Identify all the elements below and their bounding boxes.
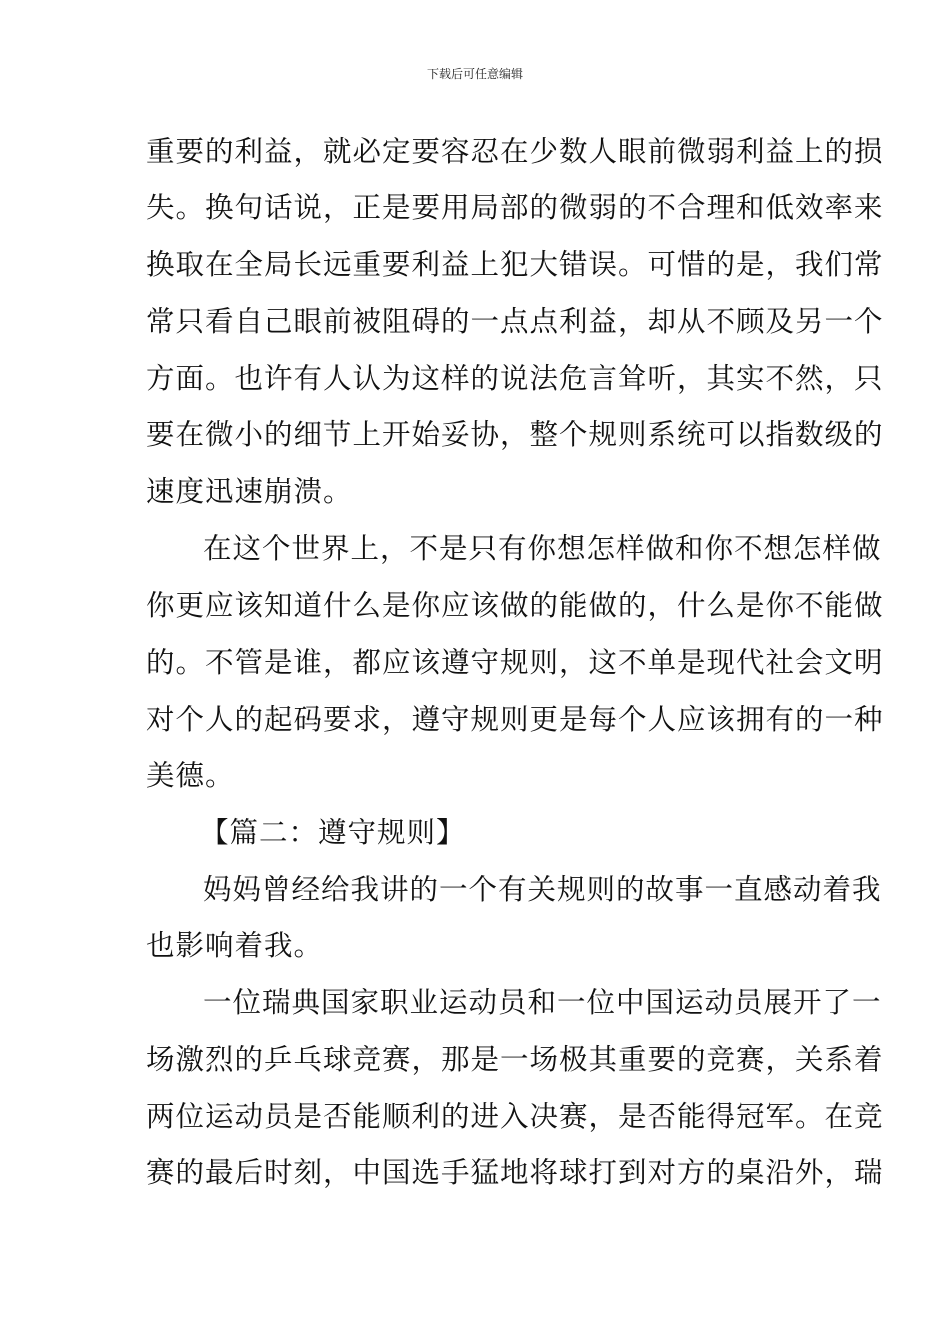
paragraph-line: 你更应该知道什么是你应该做的能做的，什么是你不能做 bbox=[146, 589, 884, 622]
paragraph-line: 要在微小的细节上开始妥协，整个规则系统可以指数级的 bbox=[146, 418, 884, 451]
paragraph-line: 换取在全局长远重要利益上犯大错误。可惜的是，我们常 bbox=[146, 248, 884, 281]
paragraph-line: 重要的利益，就必定要容忍在少数人眼前微弱利益上的损 bbox=[146, 135, 884, 168]
paragraph-line: 对个人的起码要求，遵守规则更是每个人应该拥有的一种 bbox=[146, 703, 884, 736]
page-header: 下载后可任意编辑 bbox=[426, 67, 523, 81]
paragraph-line: 常只看自己眼前被阻碍的一点点利益，却从不顾及另一个 bbox=[146, 305, 884, 338]
section-heading: 【篇二：遵守规则】 bbox=[200, 816, 466, 849]
paragraph-line: 方面。也许有人认为这样的说法危言耸听，其实不然，只 bbox=[146, 362, 884, 395]
paragraph-line: 美德。 bbox=[146, 759, 235, 792]
paragraph-line: 赛的最后时刻，中国选手猛地将球打到对方的桌沿外，瑞 bbox=[146, 1156, 884, 1189]
paragraph-line: 一位瑞典国家职业运动员和一位中国运动员展开了一 bbox=[203, 986, 882, 1019]
paragraph-line: 两位运动员是否能顺利的进入决赛，是否能得冠军。在竞 bbox=[146, 1100, 884, 1133]
paragraph-line: 的。不管是谁，都应该遵守规则，这不单是现代社会文明 bbox=[146, 646, 884, 679]
paragraph-line: 速度迅速崩溃。 bbox=[146, 475, 353, 508]
paragraph-line: 失。换句话说，正是要用局部的微弱的不合理和低效率来 bbox=[146, 191, 884, 224]
paragraph-line: 场激烈的乒乓球竞赛，那是一场极其重要的竞赛，关系着 bbox=[146, 1043, 884, 1076]
paragraph-line: 妈妈曾经给我讲的一个有关规则的故事一直感动着我 bbox=[203, 873, 882, 906]
paragraph-line: 在这个世界上，不是只有你想怎样做和你不想怎样做 bbox=[203, 532, 882, 565]
paragraph-line: 也影响着我。 bbox=[146, 929, 324, 962]
